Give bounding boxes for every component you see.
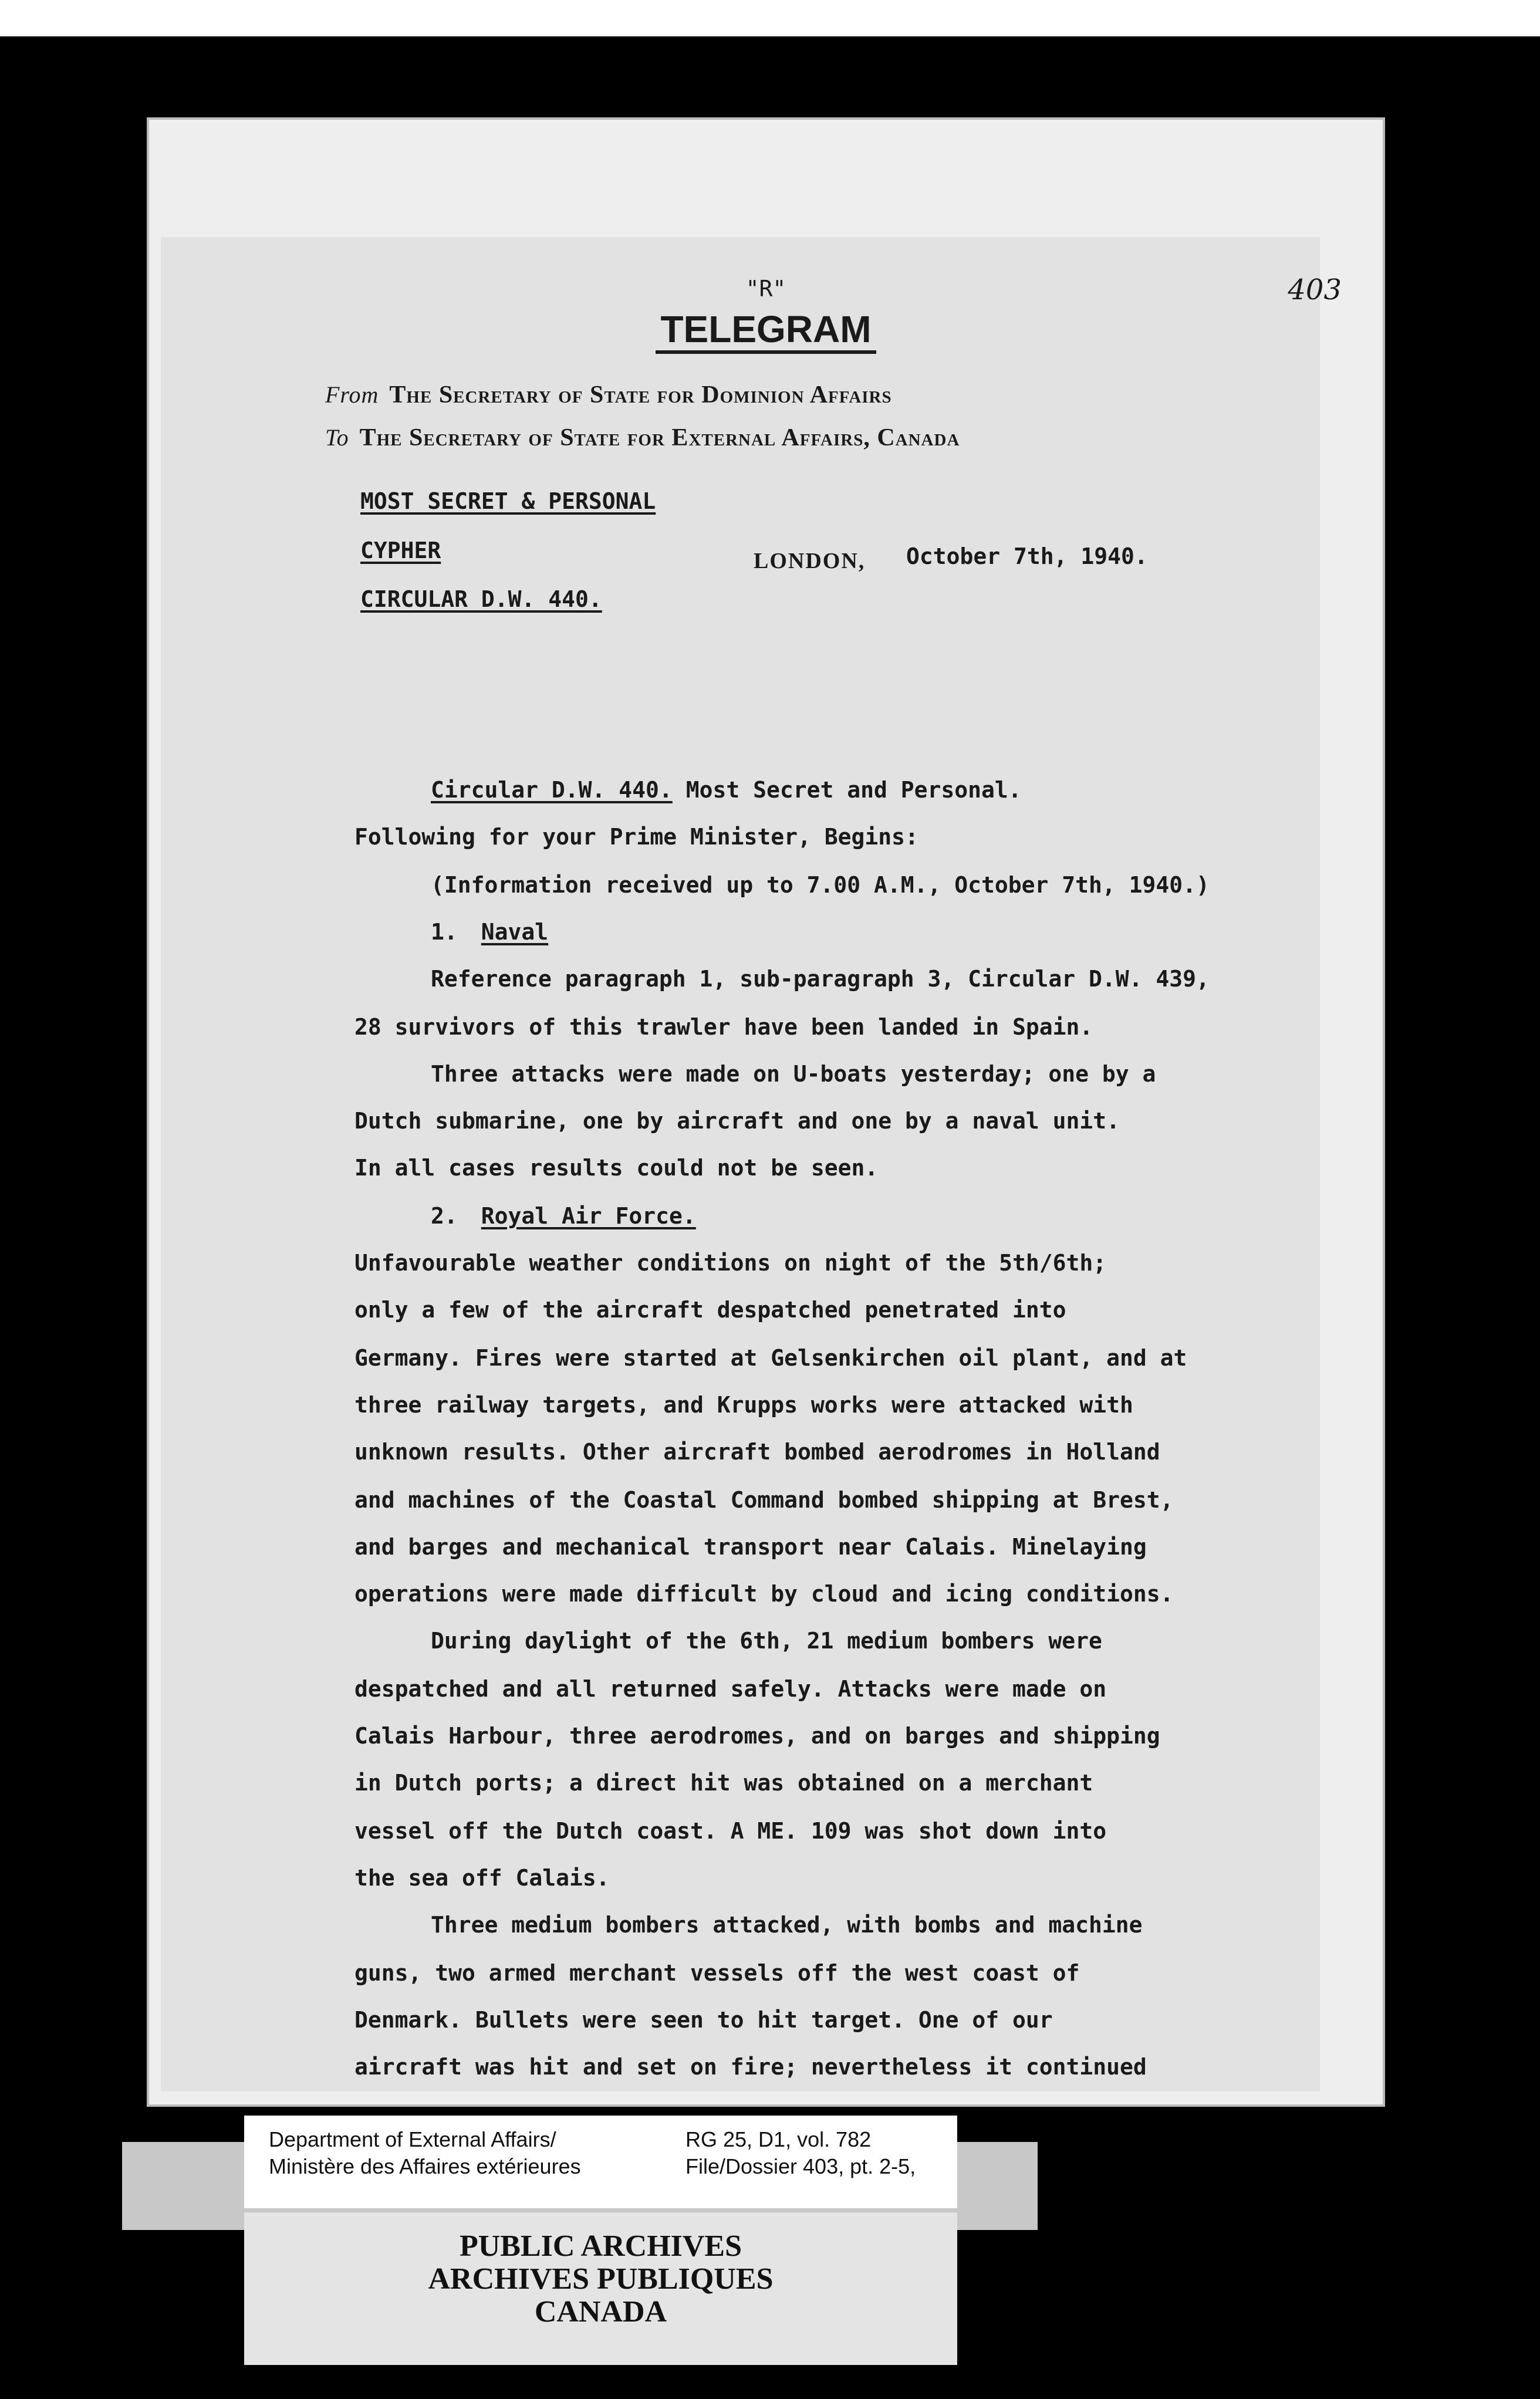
circular-reference: Circular D.W. 440.: [431, 777, 673, 803]
file-dossier: File/Dossier 403, pt. 2-5,: [685, 2154, 916, 2178]
date: October 7th, 1940.: [906, 543, 1148, 569]
body-line: and barges and mechanical transport near Calais. Minelaying: [354, 1534, 1147, 1560]
section-number: 1.: [431, 919, 458, 945]
body-line: the sea off Calais.: [354, 1865, 610, 1891]
body-line-circular-ref: [431, 777, 1499, 803]
body-line: guns, two armed merchant vessels off the west coast of: [354, 1960, 1080, 1986]
public-archives-stamp: [244, 2212, 957, 2365]
record-group: RG 25, D1, vol. 782: [685, 2127, 872, 2151]
body-line: Calais Harbour, three aerodromes, and on barges and shipping: [354, 1723, 1160, 1749]
department-fr: Ministère des Affaires extérieures: [269, 2154, 581, 2178]
archive-reference-label: [244, 2116, 957, 2208]
from-line: [325, 381, 892, 409]
telegram: [149, 120, 1383, 2104]
body-line: Dutch submarine, one by aircraft and one by a naval unit.: [354, 1108, 1120, 1134]
transmission-method: CYPHER: [360, 538, 441, 563]
body-line: (Information received up to 7.00 A.M., October 7th, 1940.): [431, 872, 1210, 898]
body-line: Unfavourable weather conditions on night of the 5th/6th;: [354, 1250, 1107, 1276]
body-line: Three medium bombers attacked, with bombs and machine: [431, 1912, 1143, 1938]
body-line: Germany. Fires were started at Gelsenkirchen oil plant, and at: [354, 1345, 1187, 1371]
section-title: Naval: [481, 919, 549, 945]
section-title: Royal Air Force.: [481, 1203, 696, 1229]
r-mark: "R": [745, 276, 786, 302]
body-line: Denmark. Bullets were seen to hit target. One of our: [354, 2007, 1053, 2033]
section-heading: [431, 1203, 1499, 1229]
section-number: 2.: [431, 1203, 458, 1229]
body-line: operations were made difficult by cloud and icing conditions.: [354, 1581, 1174, 1607]
body-line: Three attacks were made on U-boats yesterday; one by a: [431, 1061, 1156, 1087]
body-line: 28 survivors of this trawler have been landed in Spain.: [354, 1014, 1093, 1040]
circular-reference-text: Most Secret and Personal.: [672, 777, 1022, 803]
place: LONDON,: [754, 549, 866, 573]
department-en: Department of External Affairs/: [269, 2127, 556, 2151]
body-line: In all cases results could not be seen.: [354, 1155, 879, 1181]
section-heading: [431, 919, 1499, 945]
stamp-line-2: ARCHIVES PUBLIQUES: [428, 2262, 774, 2296]
body-line: vessel off the Dutch coast. A ME. 109 was shot down into: [354, 1818, 1107, 1844]
body-line: in Dutch ports; a direct hit was obtained on a merchant: [354, 1770, 1093, 1796]
body-line: aircraft was hit and set on fire; nevertheless it continued: [354, 2054, 1147, 2080]
stamp-line-1: PUBLIC ARCHIVES: [459, 2229, 742, 2263]
telegram-title: TELEGRAM: [149, 308, 1383, 351]
body-line: During daylight of the 6th, 21 medium bombers were: [431, 1628, 1102, 1654]
circular-number: CIRCULAR D.W. 440.: [360, 586, 602, 612]
page-number: 403: [1288, 273, 1342, 306]
to-text: The Secretary of State for External Affairs, Canada: [359, 424, 960, 451]
body-line: despatched and all returned safely. Attacks were made on: [354, 1676, 1107, 1702]
body-line: Reference paragraph 1, sub-paragraph 3, Circular D.W. 439,: [431, 966, 1210, 992]
stamp-line-3: CANADA: [534, 2295, 667, 2329]
body-line: three railway targets, and Krupps works were attacked with: [354, 1392, 1133, 1418]
telegram-sheet: [147, 117, 1385, 2107]
body-line: unknown results. Other aircraft bombed aerodromes in Holland: [354, 1439, 1160, 1465]
to-line: [325, 424, 960, 452]
from-text: The Secretary of State for Dominion Affairs: [389, 381, 892, 408]
body-line: only a few of the aircraft despatched penetrated into: [354, 1297, 1066, 1323]
top-white-strip: [0, 0, 1540, 36]
body-line: Following for your Prime Minister, Begins:: [354, 824, 918, 850]
to-label: To: [325, 424, 349, 451]
classification: MOST SECRET & PERSONAL: [360, 488, 656, 514]
body-line: and machines of the Coastal Command bombed shipping at Brest,: [354, 1487, 1174, 1513]
from-label: From: [325, 381, 379, 408]
